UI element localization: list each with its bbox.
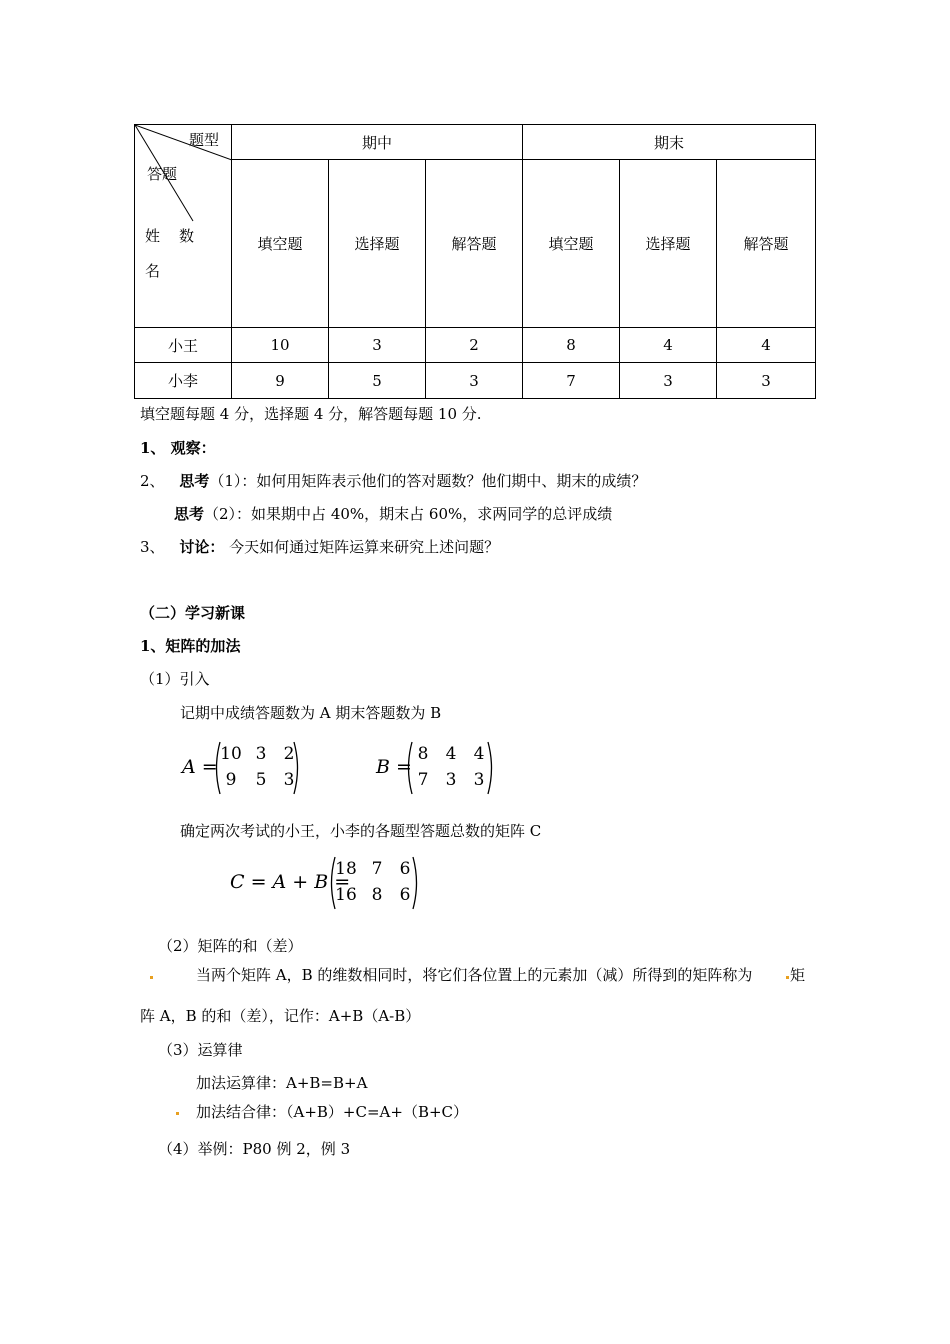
paragraph-sum-text: 确定两次考试的小王，小李的各题型答题总数的矩阵 C bbox=[180, 822, 542, 840]
item-label: 观察： bbox=[170, 439, 216, 457]
matrix-a bbox=[182, 740, 312, 796]
section-title: （二）学习新课 bbox=[140, 604, 246, 622]
row-cell: 8 bbox=[523, 328, 620, 363]
law-commutative: 加法运算律：A+B=B+A bbox=[196, 1074, 368, 1092]
matrix-cell: 9 bbox=[225, 770, 237, 790]
paragraph-examples: （4）举例：P80 例 2，例 3 bbox=[158, 1140, 351, 1158]
subheader-solve: 解答题 bbox=[717, 160, 816, 328]
matrix-label: A = bbox=[182, 756, 218, 778]
corner-name-1: 姓 bbox=[145, 227, 161, 245]
item-number: 3、 bbox=[140, 538, 165, 556]
definition-line-2: 阵 A，B 的和（差），记作：A+B（A-B） bbox=[140, 1007, 421, 1025]
paragraph-laws-heading: （3）运算律 bbox=[158, 1041, 243, 1059]
subsection-title: 1、矩阵的加法 bbox=[140, 637, 241, 655]
row-cell: 10 bbox=[232, 328, 329, 363]
paragraph-intro-heading: （1）引入 bbox=[140, 670, 210, 688]
subheader-choice: 选择题 bbox=[329, 160, 426, 328]
row-cell: 9 bbox=[232, 363, 329, 399]
item-text: （1）：如何用矩阵表示他们的答对题数？他们期中、期末的成绩？ bbox=[209, 472, 647, 490]
header-midterm: 期中 bbox=[232, 125, 523, 160]
row-name: 小王 bbox=[135, 328, 232, 363]
matrix-cell: 6 bbox=[399, 885, 411, 905]
matrix-cell: 3 bbox=[445, 770, 457, 790]
item-number: 1、 bbox=[140, 439, 166, 457]
matrix-cell: 3 bbox=[255, 744, 267, 764]
item-2b bbox=[174, 503, 612, 524]
item-text: （2）：如果期中占 40%，期末占 60%，求两同学的总评成绩 bbox=[204, 505, 613, 523]
subheader-fill: 填空题 bbox=[523, 160, 620, 328]
decorative-dot bbox=[150, 976, 153, 979]
row-name: 小李 bbox=[135, 363, 232, 399]
row-cell: 4 bbox=[717, 328, 816, 363]
item-number: 2、 bbox=[140, 472, 165, 490]
header-final: 期末 bbox=[523, 125, 816, 160]
table-row bbox=[135, 363, 816, 399]
matrix-cell: 7 bbox=[417, 770, 429, 790]
matrix-c bbox=[230, 855, 430, 911]
matrix-label: B = bbox=[376, 756, 412, 778]
matrix-cell: 4 bbox=[473, 744, 485, 764]
matrix-b bbox=[376, 740, 506, 796]
matrix-cell: 7 bbox=[371, 859, 383, 879]
paragraph-intro-text: 记期中成绩答题数为 A 期末答题数为 B bbox=[180, 704, 442, 722]
definition-line-1: 当两个矩阵 A，B 的维数相同时，将它们各位置上的元素加（减）所得到的矩阵称为 bbox=[196, 966, 753, 984]
row-cell: 3 bbox=[329, 328, 426, 363]
decorative-dot bbox=[786, 976, 789, 979]
matrix-cell: 3 bbox=[283, 770, 295, 790]
matrix-cell: 8 bbox=[371, 885, 383, 905]
row-cell: 4 bbox=[620, 328, 717, 363]
row-cell: 2 bbox=[426, 328, 523, 363]
matrix-cell: 4 bbox=[445, 744, 457, 764]
subheader-choice: 选择题 bbox=[620, 160, 717, 328]
matrix-cell: 6 bbox=[399, 859, 411, 879]
matrix-cell: 10 bbox=[220, 744, 242, 764]
decorative-dot bbox=[176, 1112, 179, 1115]
item-text: 今天如何通过矩阵运算来研究上述问题？ bbox=[229, 538, 500, 556]
matrix-cell: 3 bbox=[473, 770, 485, 790]
item-3 bbox=[140, 536, 499, 557]
row-cell: 3 bbox=[717, 363, 816, 399]
matrix-cell: 8 bbox=[417, 744, 429, 764]
score-table bbox=[134, 124, 816, 399]
corner-name-2: 名 bbox=[145, 262, 161, 280]
matrix-label: C = A + B = bbox=[230, 871, 351, 893]
row-cell: 5 bbox=[329, 363, 426, 399]
item-2 bbox=[140, 470, 646, 491]
matrix-cell: 16 bbox=[335, 885, 357, 905]
corner-answer: 答题 bbox=[147, 165, 178, 183]
subheader-fill: 填空题 bbox=[232, 160, 329, 328]
matrix-cell: 5 bbox=[255, 770, 267, 790]
table-corner-cell bbox=[135, 125, 232, 328]
definition-line-1-end: 矩 bbox=[790, 966, 806, 984]
scoring-note: 填空题每题 4 分，选择题 4 分，解答题每题 10 分. bbox=[140, 405, 482, 423]
item-1 bbox=[140, 437, 216, 458]
corner-question-type: 题型 bbox=[189, 131, 220, 149]
item-label: 思考 bbox=[174, 505, 205, 523]
table-row bbox=[135, 328, 816, 363]
paragraph-sum-heading: （2）矩阵的和（差） bbox=[158, 937, 303, 955]
item-label: 思考 bbox=[179, 472, 210, 490]
row-cell: 3 bbox=[620, 363, 717, 399]
matrix-cell: 2 bbox=[283, 744, 295, 764]
matrix-cell: 18 bbox=[335, 859, 357, 879]
corner-count: 数 bbox=[179, 227, 195, 245]
row-cell: 7 bbox=[523, 363, 620, 399]
row-cell: 3 bbox=[426, 363, 523, 399]
subheader-solve: 解答题 bbox=[426, 160, 523, 328]
law-associative: 加法结合律：（A+B）+C=A+（B+C） bbox=[196, 1103, 469, 1121]
item-label: 讨论： bbox=[179, 538, 225, 556]
